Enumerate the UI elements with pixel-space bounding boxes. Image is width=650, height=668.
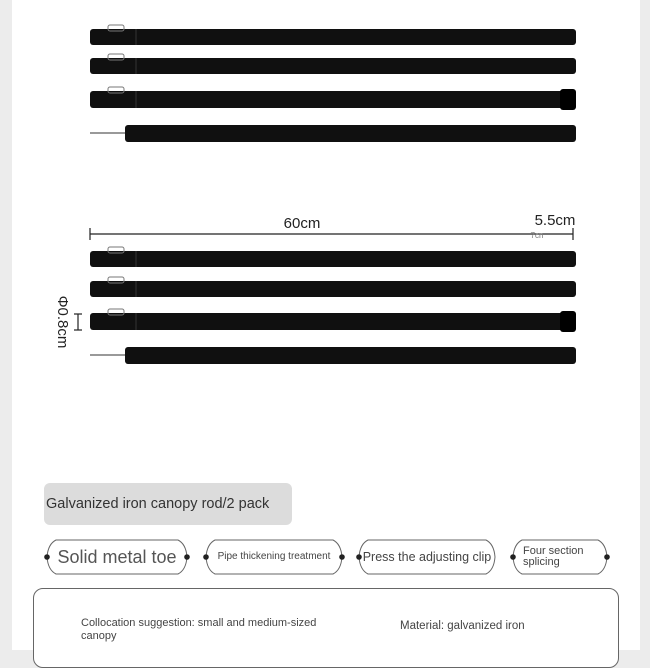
feature-tag-pipe-thickening bbox=[203, 539, 345, 575]
rod-group-top bbox=[90, 25, 576, 142]
rod-segment bbox=[90, 29, 576, 45]
length-dimension bbox=[90, 212, 575, 240]
diameter-marker bbox=[54, 296, 82, 349]
rod-segment bbox=[125, 125, 576, 142]
feature-tag-solid-metal-toe bbox=[44, 539, 190, 575]
feature-label: Pipe thickening treatment bbox=[217, 551, 331, 562]
product-title: Galvanized iron canopy rod/2 pack bbox=[46, 496, 270, 512]
feature-label: Solid metal toe bbox=[57, 547, 177, 567]
rod-segment bbox=[90, 281, 576, 297]
rod-group-bottom bbox=[90, 247, 576, 364]
feature-tag-adjusting-clip bbox=[356, 539, 498, 575]
rod-segment bbox=[90, 58, 576, 74]
feature-label: Press the adjusting clip bbox=[362, 549, 492, 564]
rod-segment bbox=[125, 347, 576, 364]
rod-segment bbox=[90, 251, 576, 267]
length-label: 60cm bbox=[283, 215, 321, 232]
rod-illustration bbox=[12, 0, 640, 400]
small-mark: 7cn bbox=[530, 231, 544, 240]
rod-segment bbox=[90, 313, 576, 330]
collocation-suggestion: Collocation suggestion: small and medium-sized canopy bbox=[81, 617, 317, 642]
cap-label: 5.5cm bbox=[534, 212, 576, 229]
info-panel bbox=[33, 588, 619, 668]
feature-tag-four-section bbox=[510, 539, 610, 575]
feature-label: Four section splicing bbox=[523, 545, 584, 568]
rod-end-cap bbox=[560, 311, 576, 332]
product-sheet bbox=[12, 0, 640, 650]
product-title-badge bbox=[44, 483, 292, 525]
rod-segment bbox=[90, 91, 576, 108]
diameter-label: Φ0.8cm bbox=[54, 295, 71, 349]
material-info: Material: galvanized iron bbox=[400, 620, 525, 632]
